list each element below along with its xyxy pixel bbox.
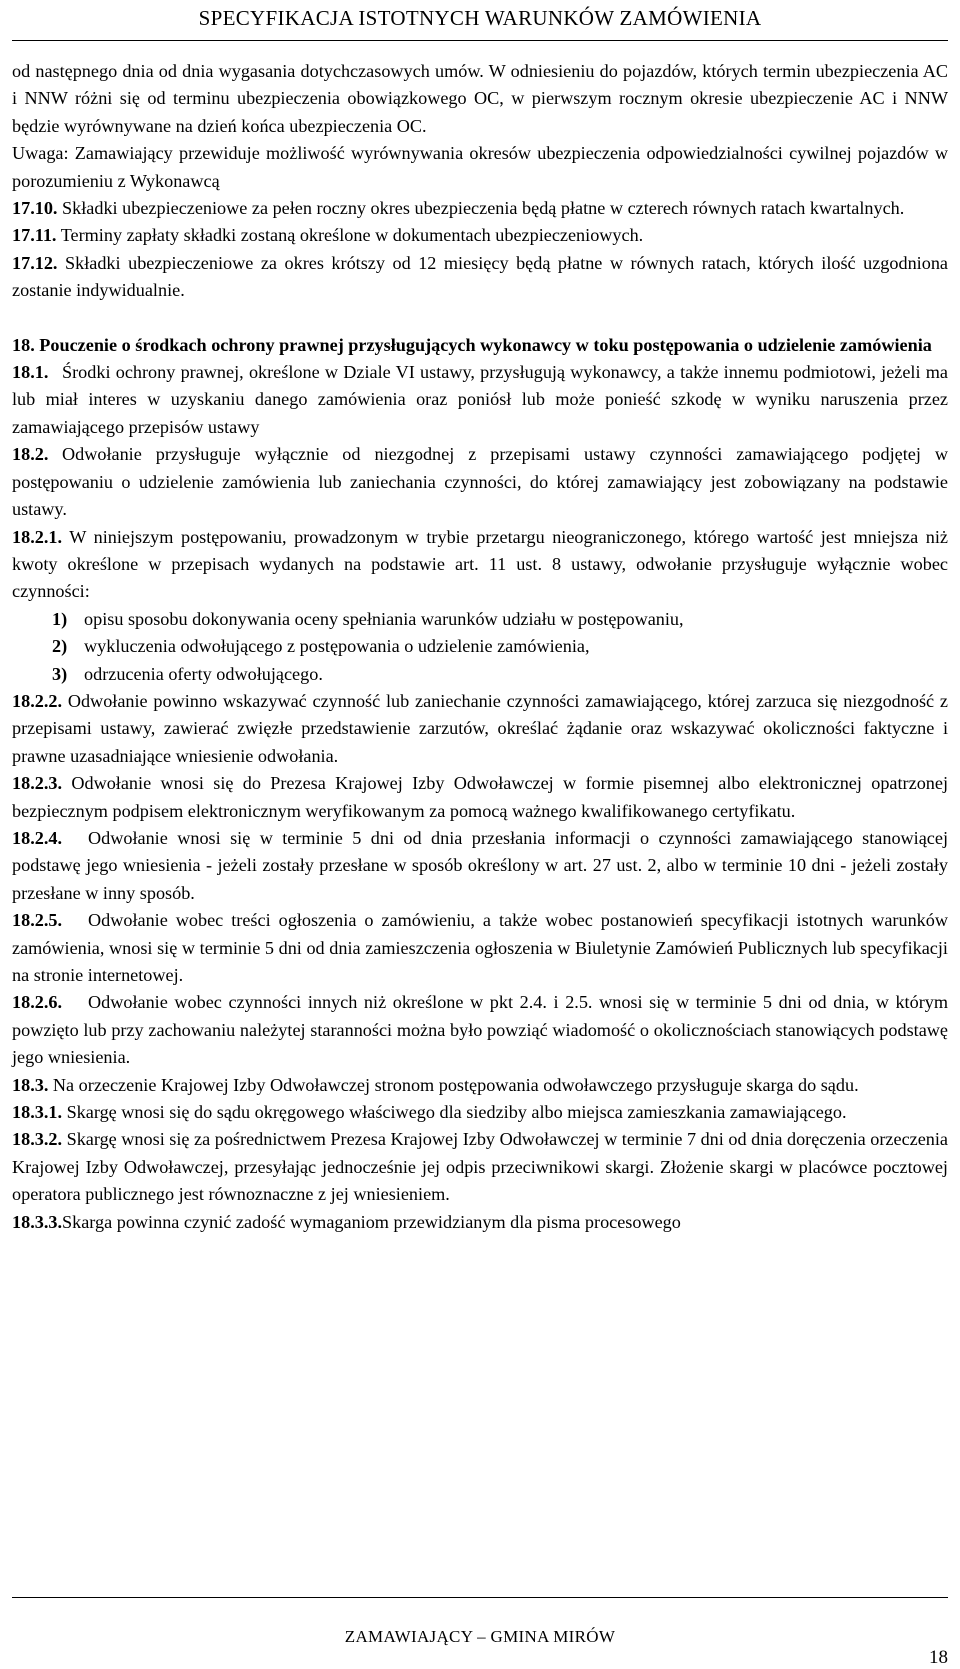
footer-text: ZAMAWIAJĄCY – GMINA MIRÓW bbox=[344, 1627, 616, 1646]
document-body bbox=[12, 58, 948, 1236]
section-text: Odwołanie wobec treści ogłoszenia o zamówieniu, a także wobec postanowień specyfikacji istotnych warunków zamówienia, wnosi się w terminie 5 dni od dnia zamieszczenia ogłoszenia w Biuletynie Zamówień Publicznych lub specyfikacji na stronie internetowej. bbox=[12, 910, 948, 985]
section-number: 18.3. bbox=[12, 1074, 49, 1095]
note-paragraph: Uwaga: Zamawiający przewiduje możliwość wyrównywania okresów ubezpieczenia odpowiedzialności cywilnej pojazdów w porozumieniu z Wykonawcą bbox=[12, 143, 948, 191]
section-number: 18.2. bbox=[12, 444, 49, 465]
section-text: Na orzeczenie Krajowej Izby Odwoławczej stronom postępowania odwoławczego przysługuje skarga do sądu. bbox=[52, 1074, 859, 1095]
spacer bbox=[12, 305, 948, 332]
section-text: Skargę wnosi się za pośrednictwem Prezesa Krajowej Izby Odwoławczej w terminie 7 dni od dnia doręczenia orzeczenia Krajowej Izby Odwoławczej, przesyłając jednocześnie jej odpis przeciwnikowi skargi. Złożenie skargi w placówce pocztowej operatora publicznego jest równoznaczne z jej wniesieniem. bbox=[12, 1129, 949, 1205]
section-text: Terminy zapłaty składki zostaną określone w dokumentach ubezpieczeniowych. bbox=[60, 225, 644, 246]
page-header bbox=[12, 0, 948, 41]
section-number: 18.2.2. bbox=[12, 690, 63, 711]
section-18-3-3 bbox=[12, 1209, 948, 1236]
section-text: Odwołanie wnosi się do Prezesa Krajowej Izby Odwoławczej w formie pisemnej albo elektronicznej opatrzonej bezpiecznym podpisem elektronicznym weryfikowanym za pomocą ważnego kwalifikowanego certyfikatu. bbox=[12, 773, 949, 821]
section-18-2-3 bbox=[12, 770, 948, 825]
section-number: 18.3.3. bbox=[12, 1211, 63, 1232]
section-number: 18.2.4. bbox=[12, 827, 63, 848]
section-number: 17.11. bbox=[12, 225, 57, 246]
section-number: 18.2.6. bbox=[12, 992, 63, 1013]
section-number: 18.2.5. bbox=[12, 910, 63, 931]
section-18-2-2 bbox=[12, 688, 948, 770]
section-18-2 bbox=[12, 441, 948, 523]
section-text: Skargę wnosi się do sądu okręgowego właściwego dla siedziby albo miejsca zamieszkania zamawiającego. bbox=[66, 1102, 847, 1123]
section-number: 17.10. bbox=[12, 198, 58, 219]
section-number: 18.2.1. bbox=[12, 526, 63, 547]
section-number: 18.3.2. bbox=[12, 1129, 63, 1150]
section-text: Odwołanie przysługuje wyłącznie od niezgodnej z przepisami ustawy czynności zamawiającego podjętej w postępowaniu o udzielenie zamówienia lub zaniechania czynności, do której zamawiający jest zobowiązany na podstawie ustawy. bbox=[12, 444, 948, 520]
section-heading-text: Pouczenie o środkach ochrony prawnej przysługujących wykonawcy w toku postępowania o udzielenie zamówienia bbox=[39, 334, 932, 355]
intro-paragraph: od następnego dnia od dnia wygasania dotychczasowych umów. W odniesieniu do pojazdów, których termin ubezpieczenia AC i NNW różni się od terminu ubezpieczenia obowiązkowego OC, w pierwszym rocznym okresie ubezpieczenie AC i NNW będzie wyrównywane na dzień końca ubezpieczenia OC. bbox=[12, 61, 948, 136]
list-item-text: wykluczenia odwołującego z postępowania o udzielenie zamówienia, bbox=[84, 636, 590, 657]
section-text: Składki ubezpieczeniowe za okres krótszy od 12 miesięcy będą płatne w równych ratach, których ilość uzgodniona zostanie indywidualnie. bbox=[12, 252, 948, 301]
page-footer bbox=[12, 1597, 948, 1668]
section-number: 18.3.1. bbox=[12, 1102, 63, 1123]
section-18-2-1 bbox=[12, 524, 948, 606]
document-title: SPECYFIKACJA ISTOTNYCH WARUNKÓW ZAMÓWIENIA bbox=[198, 6, 762, 30]
section-17-10 bbox=[12, 195, 948, 222]
section-text: Skarga powinna czynić zadość wymaganiom przewidzianym dla pisma procesowego bbox=[62, 1211, 681, 1232]
list-item bbox=[12, 633, 948, 660]
list-item-number: 2) bbox=[52, 636, 68, 657]
section-number: 18.1. bbox=[12, 362, 49, 383]
section-text: Środki ochrony prawnej, określone w Dziale VI ustawy, przysługują wykonawcy, a także innemu podmiotowi, jeżeli ma lub miał interes w uzyskaniu danego zamówienia oraz poniósł lub może ponieść szkodę w wyniku naruszenia przez zamawiającego przepisów ustawy bbox=[12, 362, 948, 437]
section-text: Odwołanie wnosi się w terminie 5 dni od dnia przesłania informacji o czynności zamawiającego stanowiącej podstawę jego wniesienia - jeżeli zostały przesłane w sposób określony w art. 27 ust. 2, albo w terminie 10 dni - jeżeli zostały przesłane w inny sposób. bbox=[12, 827, 948, 903]
list-item bbox=[12, 606, 948, 633]
list-item-text: odrzucenia oferty odwołującego. bbox=[84, 663, 323, 684]
section-text: Odwołanie powinno wskazywać czynność lub zaniechanie czynności zamawiającego, której zarzuca się niezgodność z przepisami ustawy, zawierać zwięzłe przedstawienie zarzutów, określać żądanie oraz wskazywać okoliczności faktyczne i prawne uzasadniające wniesienie odwołania. bbox=[12, 690, 948, 766]
section-18-2-6 bbox=[12, 989, 948, 1071]
section-18-3-1 bbox=[12, 1099, 948, 1126]
list-item bbox=[12, 661, 948, 688]
section-18-2-4 bbox=[12, 825, 948, 907]
section-number: 18.2.3. bbox=[12, 773, 63, 794]
section-18-3-2 bbox=[12, 1126, 948, 1208]
section-text: Składki ubezpieczeniowe za pełen roczny okres ubezpieczenia będą płatne w czterech równych ratach kwartalnych. bbox=[62, 198, 905, 219]
list-item-text: opisu sposobu dokonywania oceny spełniania warunków udziału w postępowaniu, bbox=[84, 608, 684, 629]
section-18-2-5 bbox=[12, 907, 948, 989]
section-number: 18. bbox=[12, 334, 35, 355]
section-18-1 bbox=[12, 359, 948, 441]
list-item-number: 3) bbox=[52, 663, 68, 684]
list-item-number: 1) bbox=[52, 608, 68, 629]
section-17-12 bbox=[12, 250, 948, 305]
section-17-11 bbox=[12, 222, 948, 249]
section-text: W niniejszym postępowaniu, prowadzonym w trybie przetargu nieograniczonego, którego wartość jest mniejsza niż kwoty określone w przepisach wydanych na podstawie art. 11 ust. 8 ustawy, odwołanie przysługuje wyłącznie wobec czynności: bbox=[12, 526, 948, 602]
page-number: 18 bbox=[929, 1647, 948, 1668]
section-18-heading bbox=[12, 332, 948, 359]
section-text: Odwołanie wobec czynności innych niż określone w pkt 2.4. i 2.5. wnosi się w terminie 5 dni od dnia, w którym powzięto lub przy zachowaniu należytej staranności można było powziąć wiadomość o okolicznościach stanowiących podstawę jego wniesienia. bbox=[12, 992, 948, 1068]
section-number: 17.12. bbox=[12, 252, 58, 273]
section-18-3 bbox=[12, 1072, 948, 1099]
